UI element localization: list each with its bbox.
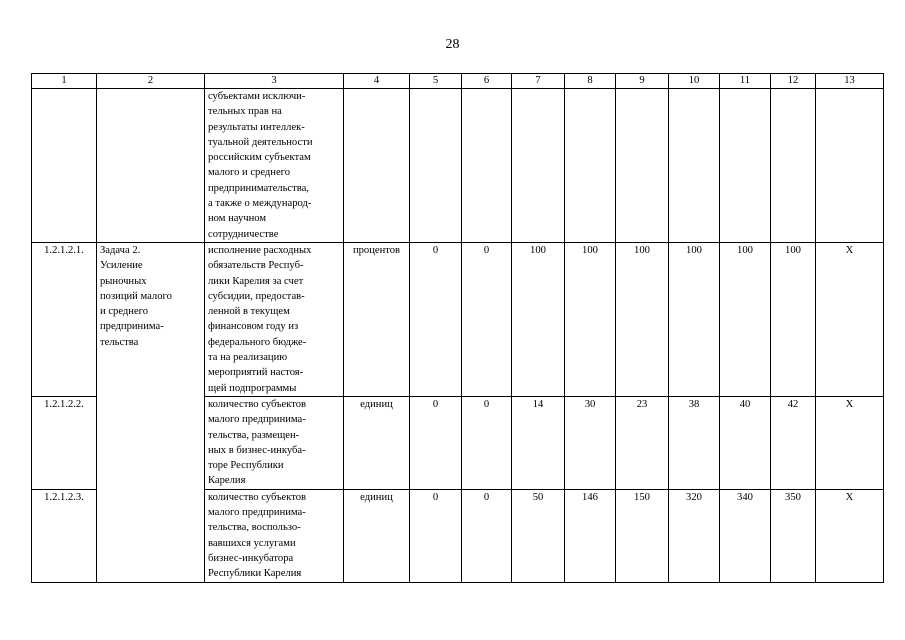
column-number: 11 [720, 74, 771, 89]
value-cell: 38 [669, 396, 720, 489]
column-number: 3 [205, 74, 344, 89]
value-cell [616, 89, 669, 243]
unit-cell: единиц [344, 489, 410, 582]
task-cell: Задача 2. Усиление рыночных позиций малого и среднего предпринима- тельства [97, 242, 205, 582]
row-code: 1.2.1.2.1. [32, 242, 97, 396]
value-cell: 100 [771, 242, 816, 396]
column-number: 10 [669, 74, 720, 89]
value-cell: 0 [462, 489, 512, 582]
row-code: 1.2.1.2.3. [32, 489, 97, 582]
value-cell: 350 [771, 489, 816, 582]
table-row [32, 242, 884, 396]
value-cell [771, 89, 816, 243]
value-cell: 150 [616, 489, 669, 582]
value-cell: 100 [669, 242, 720, 396]
value-cell: 320 [669, 489, 720, 582]
value-cell [816, 89, 884, 243]
column-number: 2 [97, 74, 205, 89]
value-cell: 30 [565, 396, 616, 489]
unit-cell: единиц [344, 396, 410, 489]
value-cell [410, 89, 462, 243]
value-cell: 146 [565, 489, 616, 582]
column-number-row [32, 74, 884, 89]
column-number: 4 [344, 74, 410, 89]
row-code: 1.2.1.2.2. [32, 396, 97, 489]
task-cell [97, 89, 205, 243]
column-number: 13 [816, 74, 884, 89]
value-cell: 0 [462, 242, 512, 396]
value-cell: 50 [512, 489, 565, 582]
column-number: 5 [410, 74, 462, 89]
value-cell: 40 [720, 396, 771, 489]
value-cell [462, 89, 512, 243]
table-row [32, 89, 884, 243]
column-number: 12 [771, 74, 816, 89]
unit-cell: процентов [344, 242, 410, 396]
column-number: 7 [512, 74, 565, 89]
value-cell: 0 [410, 242, 462, 396]
indicator-name: исполнение расходных обязательств Респуб- лики Карелия за счет субсидии, предостав- ленной в текущем финансовом году из федерального бюдже- та на реализацию мероприятий настоя- щей подпрограммы [205, 242, 344, 396]
value-cell: Х [816, 242, 884, 396]
value-cell: 100 [616, 242, 669, 396]
indicator-name: количество субъектов малого предпринима- тельства, воспользо- вавшихся услугами бизнес-инкубатора Республики Карелия [205, 489, 344, 582]
value-cell: Х [816, 489, 884, 582]
value-cell: 0 [410, 396, 462, 489]
column-number: 8 [565, 74, 616, 89]
unit-cell [344, 89, 410, 243]
value-cell: 100 [565, 242, 616, 396]
value-cell: 100 [512, 242, 565, 396]
value-cell: 23 [616, 396, 669, 489]
value-cell [565, 89, 616, 243]
indicator-name: субъектами исключи- тельных прав на результаты интеллек- туальной деятельности российским субъектам малого и среднего предпринимательства, а также о международ- ном научном сотрудничестве [205, 89, 344, 243]
value-cell: 42 [771, 396, 816, 489]
value-cell: 0 [462, 396, 512, 489]
indicators-table [31, 73, 884, 583]
value-cell: 340 [720, 489, 771, 582]
value-cell: 14 [512, 396, 565, 489]
value-cell [720, 89, 771, 243]
row-code [32, 89, 97, 243]
indicator-name: количество субъектов малого предпринима- тельства, размещен- ных в бизнес-инкуба- торе Республики Карелия [205, 396, 344, 489]
value-cell [669, 89, 720, 243]
value-cell [512, 89, 565, 243]
column-number: 1 [32, 74, 97, 89]
column-number: 6 [462, 74, 512, 89]
value-cell: 0 [410, 489, 462, 582]
value-cell: Х [816, 396, 884, 489]
page-number: 28 [445, 37, 460, 52]
column-number: 9 [616, 74, 669, 89]
value-cell: 100 [720, 242, 771, 396]
